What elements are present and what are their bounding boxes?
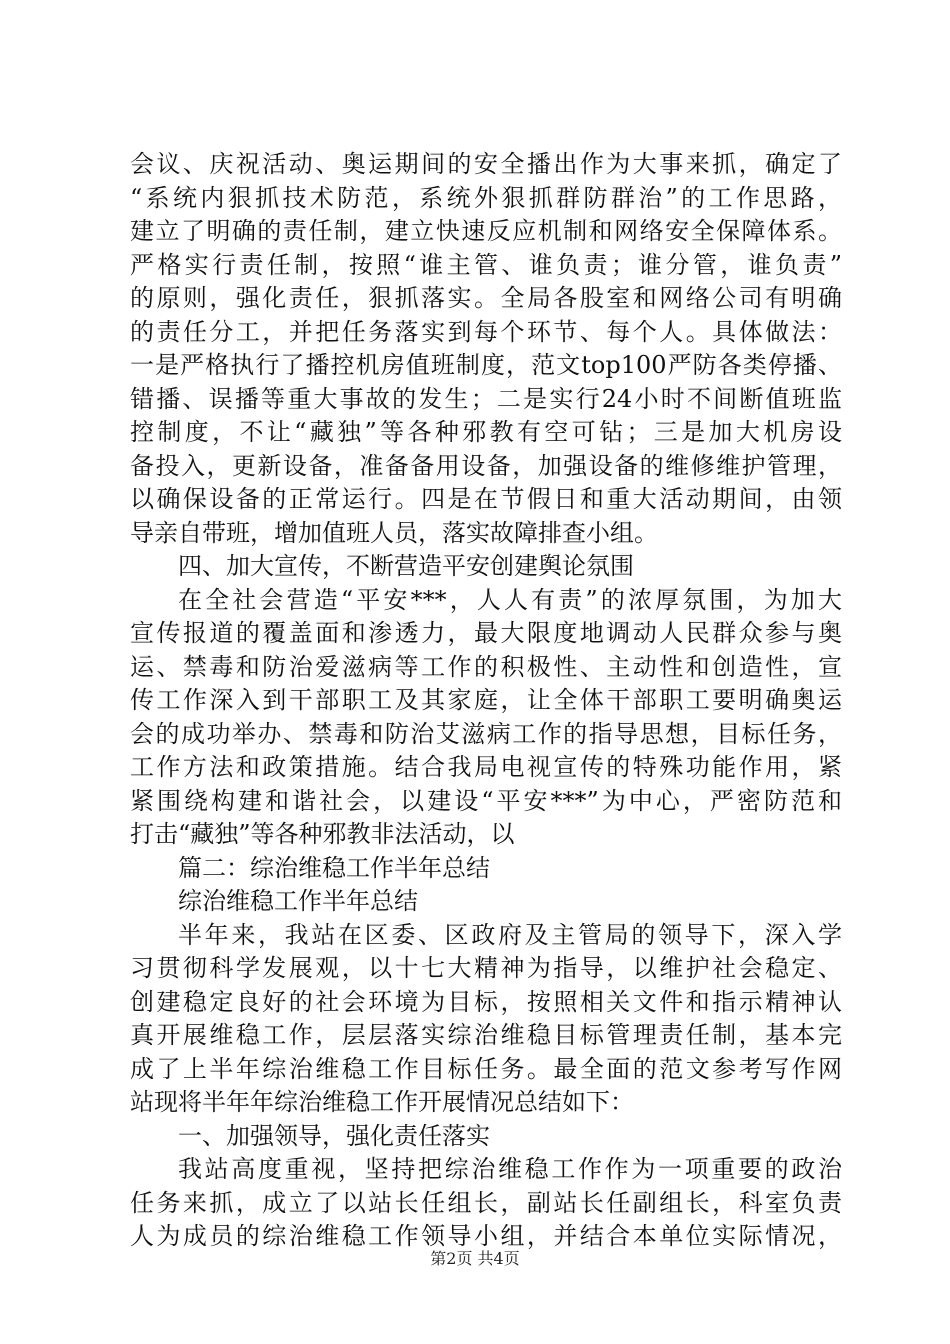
text-line: 建立了明确的责任制，建立快速反应机制和网络安全保障体系。 xyxy=(130,217,842,245)
text-line: 会的成功举办、禁毒和防治艾滋病工作的指导思想，目标任务， xyxy=(130,719,842,748)
text-line: 以确保设备的正常运行。四是在节假日和重大活动期间，由领 xyxy=(130,485,842,513)
text-line: 备投入，更新设备，准备备用设备，加强设备的维修维护管理， xyxy=(130,451,842,480)
text-line: 一是严格执行了播控机房值班制度，范文top100严防各类停播、 xyxy=(130,351,842,379)
text-line: 半年来，我站在区委、区政府及主管局的领导下，深入学 xyxy=(178,920,842,949)
text-line: 工作方法和政策措施。结合我局电视宣传的特殊功能作用，紧 xyxy=(130,753,842,781)
text-line: 人为成员的综治维稳工作领导小组，并结合本单位实际情况， xyxy=(130,1222,842,1250)
text-line: 成了上半年综治维稳工作目标任务。最全面的范文参考写作网 xyxy=(130,1054,842,1083)
text-line: 综治维稳工作半年总结 xyxy=(178,887,418,915)
text-line: 一、加强领导，强化责任落实 xyxy=(178,1121,490,1150)
page-footer: 第2页 共4页 xyxy=(430,1249,520,1268)
text-line: 我站高度重视，坚持把综治维稳工作作为一项重要的政治 xyxy=(178,1155,842,1183)
document-body xyxy=(130,148,842,1254)
text-line: 控制度，不让“藏独”等各种邪教有空可钻；三是加大机房设 xyxy=(130,418,842,446)
text-line: 打击“藏独”等各种邪教非法活动，以 xyxy=(130,820,515,848)
text-line: “系统内狠抓技术防范，系统外狠抓群防群治”的工作思路， xyxy=(130,183,842,212)
text-line: 在全社会营造“平安***，人人有责”的浓厚氛围，为加大 xyxy=(178,585,842,614)
text-line: 真开展维稳工作，层层落实综治维稳目标管理责任制，基本完 xyxy=(130,1021,842,1049)
text-line: 习贯彻科学发展观，以十七大精神为指导，以维护社会稳定、 xyxy=(130,954,842,982)
text-line: 宣传报道的覆盖面和渗透力，最大限度地调动人民群众参与奥 xyxy=(130,619,842,647)
text-line: 会议、庆祝活动、奥运期间的安全播出作为大事来抓，确定了 xyxy=(130,150,842,178)
text-line: 运、禁毒和防治爱滋病等工作的积极性、主动性和创造性，宣 xyxy=(130,652,842,681)
text-line: 的原则，强化责任，狠抓落实。全局各股室和网络公司有明确 xyxy=(130,284,842,312)
text-line: 创建稳定良好的社会环境为目标，按照相关文件和指示精神认 xyxy=(130,987,842,1016)
text-line: 篇二：综治维稳工作半年总结 xyxy=(178,853,490,882)
text-line: 传工作深入到干部职工及其家庭，让全体干部职工要明确奥运 xyxy=(130,686,842,714)
text-line: 任务来抓，成立了以站长任组长，副站长任副组长，科室负责 xyxy=(130,1188,842,1217)
text-line: 导亲自带班，增加值班人员，落实故障排查小组。 xyxy=(130,518,658,547)
text-line: 严格实行责任制，按照“谁主管、谁负责；谁分管，谁负责” xyxy=(130,250,842,279)
text-line: 的责任分工，并把任务落实到每个环节、每个人。具体做法： xyxy=(130,317,842,346)
text-line: 站现将半年年综治维稳工作开展情况总结如下： xyxy=(130,1088,634,1116)
text-line: 紧围绕构建和谐社会，以建设“平安***”为中心，严密防范和 xyxy=(130,786,842,815)
text-line: 错播、误播等重大事故的发生；二是实行24小时不间断值班监 xyxy=(130,384,842,413)
text-line: 四、加大宣传，不断营造平安创建舆论氛围 xyxy=(178,552,634,580)
